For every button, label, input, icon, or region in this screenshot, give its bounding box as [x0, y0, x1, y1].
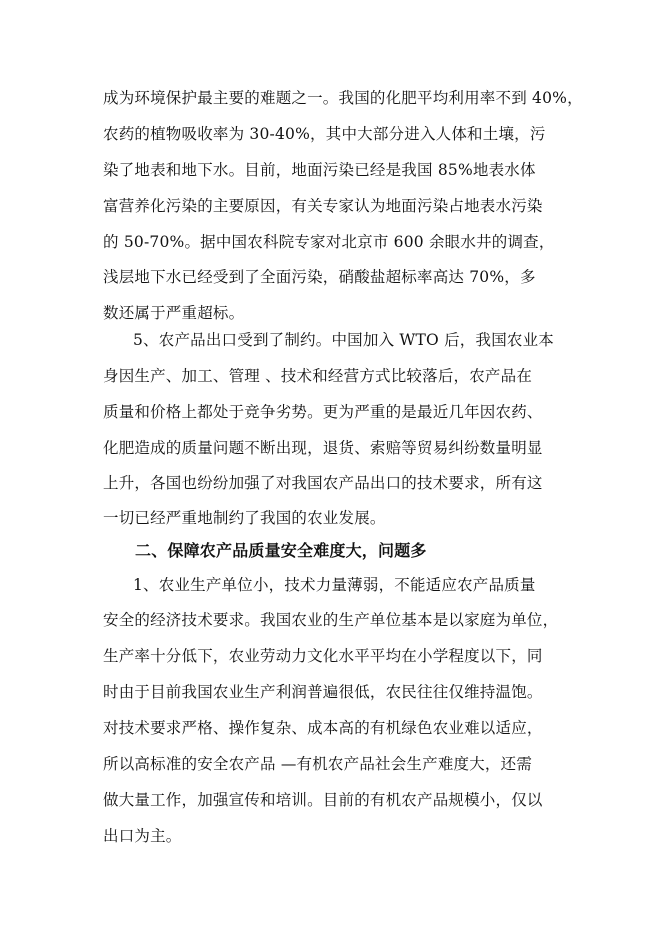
- text-line: 对技术要求严格、操作复杂、成本高的有机绿色农业难以适应，: [103, 719, 543, 737]
- text-line: 农药的植物吸收率为 30-40%，其中大部分进入人体和土壤，污: [103, 125, 546, 143]
- text-line: 所以高标准的安全农产品 —有机农产品社会生产难度大，还需: [103, 755, 533, 773]
- section-heading: 二、保障农产品质量安全难度大，问题多: [135, 541, 427, 560]
- text-line: 生产率十分低下，农业劳动力文化水平平均在小学程度以下，同: [103, 647, 543, 665]
- text-line: 安全的经济技术要求。我国农业的生产单位基本是以家庭为单位，: [103, 611, 559, 629]
- text-line: 做大量工作，加强宣传和培训。目前的有机农产品规模小，仅以: [103, 791, 543, 809]
- text-line: 富营养化污染的主要原因，有关专家认为地面污染占地表水污染: [103, 197, 543, 215]
- text-line: 出口为主。: [103, 827, 182, 845]
- text-line: 化肥造成的质量问题不断出现，退货、索赔等贸易纠纷数量明显: [103, 439, 543, 457]
- text-line: 成为环境保护最主要的难题之一。我国的化肥平均利用率不到 40%，: [103, 89, 583, 107]
- text-line: 质量和价格上都处于竞争劣势。更为严重的是最近几年因农药、: [103, 403, 543, 421]
- text-line: 一切已经严重地制约了我国的农业发展。: [103, 509, 386, 527]
- text-line: 上升，各国也纷纷加强了对我国农产品出口的技术要求，所有这: [103, 474, 543, 492]
- text-line: 1、农业生产单位小，技术力量薄弱，不能适应农产品质量: [133, 576, 536, 594]
- text-line: 染了地表和地下水。目前，地面污染已经是我国 85%地表水体: [103, 161, 536, 179]
- text-line: 的 50-70%。据中国农科院专家对北京市 600 余眼水井的调查，: [103, 233, 555, 251]
- text-line: 数还属于严重超标。: [103, 304, 245, 322]
- text-line: 身因生产、加工、管理 、技术和经营方式比较落后，农产品在: [103, 367, 533, 385]
- text-line: 浅层地下水已经受到了全面污染，硝酸盐超标率高达 70%，多: [103, 268, 536, 286]
- text-line: 5、农产品出口受到了制约。中国加入 WTO 后，我国农业本: [133, 331, 554, 349]
- text-line: 时由于目前我国农业生产利润普遍很低，农民往往仅维持温饱。: [103, 683, 543, 701]
